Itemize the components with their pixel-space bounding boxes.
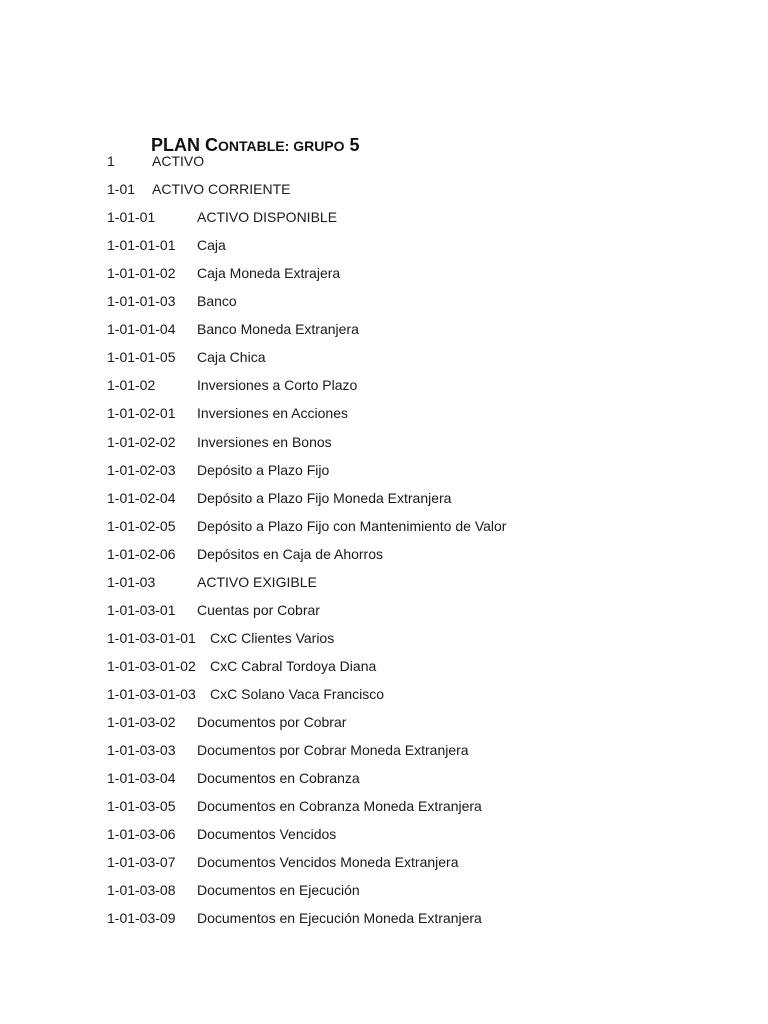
account-code: 1-01-02-06 [107, 545, 176, 562]
account-code: 1-01-01 [107, 209, 156, 226]
account-code: 1 [107, 153, 115, 169]
account-code: 1-01-03-01-03 [107, 685, 196, 702]
account-code: 1-01-01-04 [107, 321, 176, 338]
account-code: 1-01-02-01 [107, 405, 176, 422]
account-name: Documentos en Ejecución [197, 882, 360, 899]
account-name: CxC Solano Vaca Francisco [210, 685, 385, 702]
account-name: Documentos Vencidos Moneda Extranjera [197, 854, 459, 871]
account-name: Caja Moneda Extrajera [197, 265, 341, 282]
account-code: 1-01-02-03 [107, 461, 176, 478]
account-code: 1-01-03-09 [107, 910, 176, 927]
account-code: 1-01-01-02 [107, 265, 176, 282]
account-code: 1-01-03-05 [107, 798, 176, 815]
title-part-5: 5 [344, 135, 360, 155]
account-name: ACTIVO DISPONIBLE [197, 209, 338, 226]
account-code: 1-01-03-04 [107, 770, 176, 787]
account-name: CxC Clientes Varios [210, 629, 335, 646]
account-code: 1-01-03-01-02 [107, 657, 196, 674]
account-name: Depósito a Plazo Fijo [197, 461, 330, 478]
account-code: 1-01-01-01 [107, 237, 176, 254]
account-code: 1-01-03-02 [107, 714, 176, 730]
account-name: Documentos en Cobranza Moneda Extranjera [197, 798, 482, 815]
account-name: Inversiones en Bonos [197, 433, 332, 450]
account-code: 1-01-03-06 [107, 826, 176, 843]
account-code: 1-01-03 [107, 573, 156, 590]
account-name: Depósito a Plazo Fijo con Mantenimiento de Valor [197, 517, 507, 534]
account-name: Inversiones a Corto Plazo [197, 377, 358, 394]
account-name: Documentos por Cobrar Moneda Extranjera [197, 742, 469, 759]
account-name: CxC Cabral Tordoya Diana [210, 657, 377, 674]
account-name: Banco Moneda Extranjera [197, 321, 359, 338]
account-name: Documentos en Cobranza [197, 770, 360, 787]
account-name: Banco [197, 293, 237, 310]
account-name: ACTIVO CORRIENTE [152, 181, 291, 198]
account-code: 1-01-03-07 [107, 854, 176, 871]
account-code: 1-01-02-02 [107, 433, 176, 450]
account-name: Caja [197, 237, 226, 254]
account-code: 1-01-02-05 [107, 517, 176, 534]
title-part-2: ONTABLE [218, 138, 285, 154]
account-name: ACTIVO EXIGIBLE [197, 573, 317, 590]
account-name: Depósito a Plazo Fijo Moneda Extranjera [197, 489, 452, 506]
account-name: Documentos Vencidos [197, 826, 337, 843]
account-code: 1-01-02 [107, 377, 156, 394]
account-code: 1-01 [107, 181, 136, 198]
account-name: Cuentas por Cobrar [197, 601, 320, 618]
account-code: 1-01-03-03 [107, 742, 176, 759]
account-code: 1-01-01-05 [107, 349, 176, 366]
account-code: 1-01-03-08 [107, 882, 176, 899]
account-code: 1-01-03-01-01 [107, 629, 196, 646]
account-name: Caja Chica [197, 349, 266, 366]
account-name: ACTIVO [152, 153, 205, 169]
title-part-3: : [284, 138, 294, 154]
account-code: 1-01-03-01 [107, 601, 176, 618]
account-name: Documentos en Ejecución Moneda Extranjera [197, 910, 482, 927]
account-code: 1-01-02-04 [107, 489, 176, 506]
account-name: Depósitos en Caja de Ahorros [197, 545, 383, 562]
account-code: 1-01-01-03 [107, 293, 176, 310]
title-part-1: PLAN C [151, 135, 218, 155]
account-name: Documentos por Cobrar [197, 714, 347, 730]
account-name: Inversiones en Acciones [197, 405, 348, 422]
title-part-4: GRUPO [293, 138, 345, 154]
